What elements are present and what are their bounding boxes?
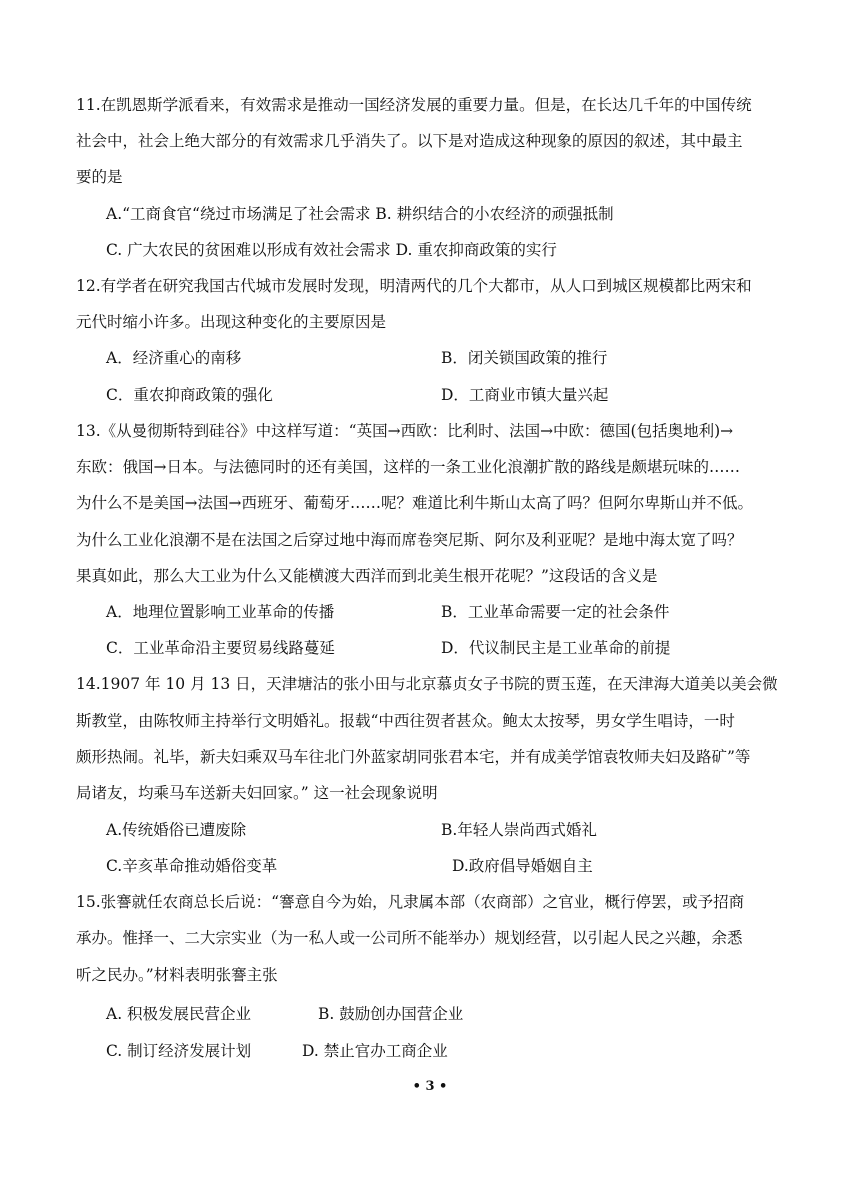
q15-option-a: A. 积极发展民营企业 (106, 1005, 252, 1023)
q12-option-b: B．闭关锁国政策的推行 (441, 349, 608, 367)
q12-stem-line-1: 12.有学者在研究我国古代城市发展时发现，明清两代的几个大都市，从人口到城区规模都比两宋和 (76, 277, 752, 295)
q14-stem-line-3: 颇形热闹。礼毕，新夫妇乘双马车往北门外蓝家胡同张君本宅，并有成美学馆袁牧师夫妇及路矿”等 (76, 748, 751, 766)
q14-stem-line-1: 14.1907 年 10 月 13 日，天津塘沽的张小田与北京慕贞女子书院的贾玉莲，在天津海大道美以美会微 (76, 675, 778, 693)
q13-stem-line-5: 果真如此，那么大工业为什么又能横渡大西洋而到北美生根开花呢？”这段话的含义是 (76, 567, 658, 585)
q13-option-c: C．工业革命沿主要贸易线路蔓延 (106, 639, 335, 657)
page-number: • 3 • (412, 1079, 448, 1094)
q15-option-c: C. 制订经济发展计划 (106, 1042, 252, 1060)
q11-stem-line-1: 11.在凯恩斯学派看来，有效需求是推动一国经济发展的重要力量。但是，在长达几千年的中国传统 (76, 96, 752, 114)
q15-stem-line-1: 15.张謇就任农商总长后说：“謇意自今为始，凡隶属本部（农商部）之官业，概行停罢，或予招商 (76, 893, 745, 911)
q14-option-a: A.传统婚俗已遭废除 (106, 821, 247, 839)
q12-option-c: C．重农抑商政策的强化 (106, 386, 273, 404)
q13-option-a: A．地理位置影响工业革命的传播 (106, 603, 335, 621)
q12-option-a: A．经济重心的南移 (106, 349, 242, 367)
q11-options-line-1: A.“工商食官“绕过市场满足了社会需求 B. 耕织结合的小农经济的顽强抵制 (106, 205, 614, 223)
q15-stem-line-2: 承办。惟择一、二大宗实业（为一私人或一公司所不能举办）规划经营，以引起人民之兴趣，余悉 (76, 929, 743, 947)
q14-stem-line-4: 局诸友，均乘马车送新夫妇回家。” 这一社会现象说明 (76, 784, 438, 802)
q14-stem-line-2: 斯教堂，由陈牧师主持举行文明婚礼。报载“中西往贺者甚众。鲍太太按琴，男女学生唱诗，一时 (76, 712, 735, 730)
q13-stem-line-3: 为什么不是美国→法国→西班牙、葡萄牙……呢？难道比利牛斯山太高了吗？但阿尔卑斯山并不低。 (76, 494, 753, 512)
q11-options-line-2: C. 广大农民的贫困难以形成有效社会需求 D. 重农抑商政策的实行 (106, 241, 557, 259)
q15-option-b: B. 鼓励创办国营企业 (318, 1005, 464, 1023)
q14-option-d: D.政府倡导婚姻自主 (452, 857, 593, 875)
q13-stem-line-1: 13.《从曼彻斯特到硅谷》中这样写道：“英国→西欧：比利时、法国→中欧：德国(包括奥地利)→ (76, 422, 734, 440)
q13-stem-line-4: 为什么工业化浪潮不是在法国之后穿过地中海而席卷突尼斯、阿尔及利亚呢？是地中海太宽了吗？ (76, 531, 743, 549)
q13-option-d: D．代议制民主是工业革命的前提 (441, 639, 671, 657)
q11-stem-line-3: 要的是 (76, 168, 123, 186)
q15-stem-line-3: 听之民办。”材料表明张謇主张 (76, 966, 278, 984)
q12-option-d: D．工商业市镇大量兴起 (441, 386, 609, 404)
q11-stem-line-2: 社会中，社会上绝大部分的有效需求几乎消失了。以下是对造成这种现象的原因的叙述，其中最主 (76, 132, 743, 150)
q12-stem-line-2: 元代时缩小许多。出现这种变化的主要原因是 (76, 313, 387, 331)
q13-stem-line-2: 东欧：俄国→日本。与法德同时的还有美国，这样的一条工业化浪潮扩散的路线是颇堪玩味的…… (76, 458, 740, 476)
q14-option-b: B.年轻人崇尚西式婚礼 (441, 821, 597, 839)
q14-option-c: C.辛亥革命推动婚俗变革 (106, 857, 278, 875)
q13-option-b: B．工业革命需要一定的社会条件 (441, 603, 670, 621)
q15-option-d: D. 禁止官办工商企业 (302, 1042, 448, 1060)
